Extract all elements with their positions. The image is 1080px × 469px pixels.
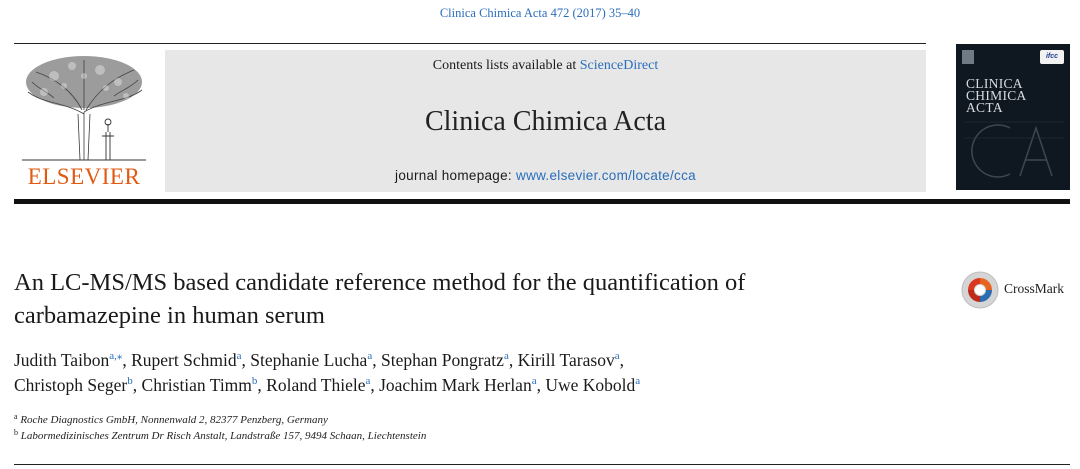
author-line (14, 348, 1014, 373)
author-separator: , (372, 350, 381, 370)
elsevier-mini-logo-icon (962, 50, 974, 64)
author-separator: , (508, 350, 518, 370)
homepage-prefix: journal homepage: (395, 168, 517, 183)
author-name[interactable]: Joachim Mark Herlan (379, 375, 532, 395)
affiliation-text: Labormedizinisches Zentrum Dr Risch Anstalt, Landstraße 157, 9494 Schaan, Liechtenstein (20, 430, 427, 442)
contents-prefix: Contents lists available at (432, 58, 580, 73)
affiliation-marker[interactable]: a (365, 375, 371, 387)
author-separator: , (122, 350, 132, 370)
affiliation-marker[interactable]: a (367, 350, 373, 362)
corresponding-author-marker[interactable]: ⁎ (116, 350, 123, 362)
author-name[interactable]: Stephan Pongratz (380, 350, 504, 370)
affiliation-marker[interactable]: b (251, 375, 258, 387)
article-title-line: An LC-MS/MS based candidate reference method for the quantification of (14, 269, 746, 296)
affiliation-b (14, 430, 426, 442)
author-list (14, 348, 1014, 398)
article-title-line: carbamazepine in human serum (14, 302, 325, 329)
journal-masthead (165, 50, 926, 192)
header-rule-top (14, 43, 926, 44)
author-name[interactable]: Christoph Seger (14, 375, 128, 395)
cover-ca-emblem-icon (964, 114, 1064, 184)
author-separator: , (370, 375, 380, 395)
affiliation-marker[interactable]: a,⁎ (109, 350, 123, 362)
author-separator: , (257, 375, 267, 395)
crossmark-label: CrossMark (1004, 281, 1064, 296)
journal-homepage-link[interactable]: www.elsevier.com/locate/cca (516, 168, 696, 183)
affiliation-marker[interactable]: a (236, 350, 242, 362)
author-name[interactable]: Stephanie Lucha (250, 350, 368, 370)
affiliation-a (14, 414, 328, 426)
affiliation-key: a (14, 412, 18, 421)
affiliation-marker[interactable]: a (531, 375, 537, 387)
author-separator: , (132, 375, 142, 395)
author-name[interactable]: Kirill Tarasov (517, 350, 615, 370)
cover-title-line: CLINICA (966, 76, 1023, 91)
author-line (14, 373, 1014, 398)
journal-citation[interactable]: Clinica Chimica Acta 472 (2017) 35–40 (439, 6, 641, 20)
elsevier-wordmark: ELSEVIER (27, 164, 141, 189)
author-name[interactable]: Rupert Schmid (131, 350, 237, 370)
crossmark-button[interactable] (960, 270, 1072, 310)
journal-name: Clinica Chimica Acta (424, 106, 667, 137)
affiliation-marker[interactable]: a (635, 375, 641, 387)
author-separator: , (536, 375, 546, 395)
author-separator: , (241, 350, 251, 370)
affiliation-key: b (14, 428, 18, 437)
affiliation-text: Roche Diagnostics GmbH, Nonnenwald 2, 82377 Penzberg, Germany (20, 414, 328, 426)
journal-cover[interactable] (956, 44, 1070, 190)
author-name[interactable]: Christian Timm (141, 375, 252, 395)
author-name[interactable]: Uwe Kobold (545, 375, 636, 395)
author-name[interactable]: Roland Thiele (266, 375, 366, 395)
elsevier-logo[interactable] (14, 52, 154, 190)
journal-homepage-line (165, 168, 926, 183)
author-name[interactable]: Judith Taibon (14, 350, 110, 370)
ifcc-badge: ifcc (1040, 50, 1064, 64)
cover-title-line: ACTA (966, 100, 1003, 115)
contents-available-line (165, 58, 926, 74)
crossmark-icon (960, 270, 1000, 310)
header-rule-thick (14, 199, 1070, 204)
cover-title-line: CHIMICA (966, 88, 1027, 103)
affiliation-marker[interactable]: a (614, 350, 620, 362)
affiliation-marker[interactable]: a (503, 350, 509, 362)
tree-engraving-icon (14, 52, 154, 164)
article-info-rule (14, 464, 1070, 465)
cover-title (966, 78, 1027, 114)
sciencedirect-link[interactable]: ScienceDirect (579, 58, 659, 73)
article-title (14, 266, 944, 332)
author-separator: , (619, 350, 624, 370)
affiliation-marker[interactable]: b (127, 375, 133, 387)
